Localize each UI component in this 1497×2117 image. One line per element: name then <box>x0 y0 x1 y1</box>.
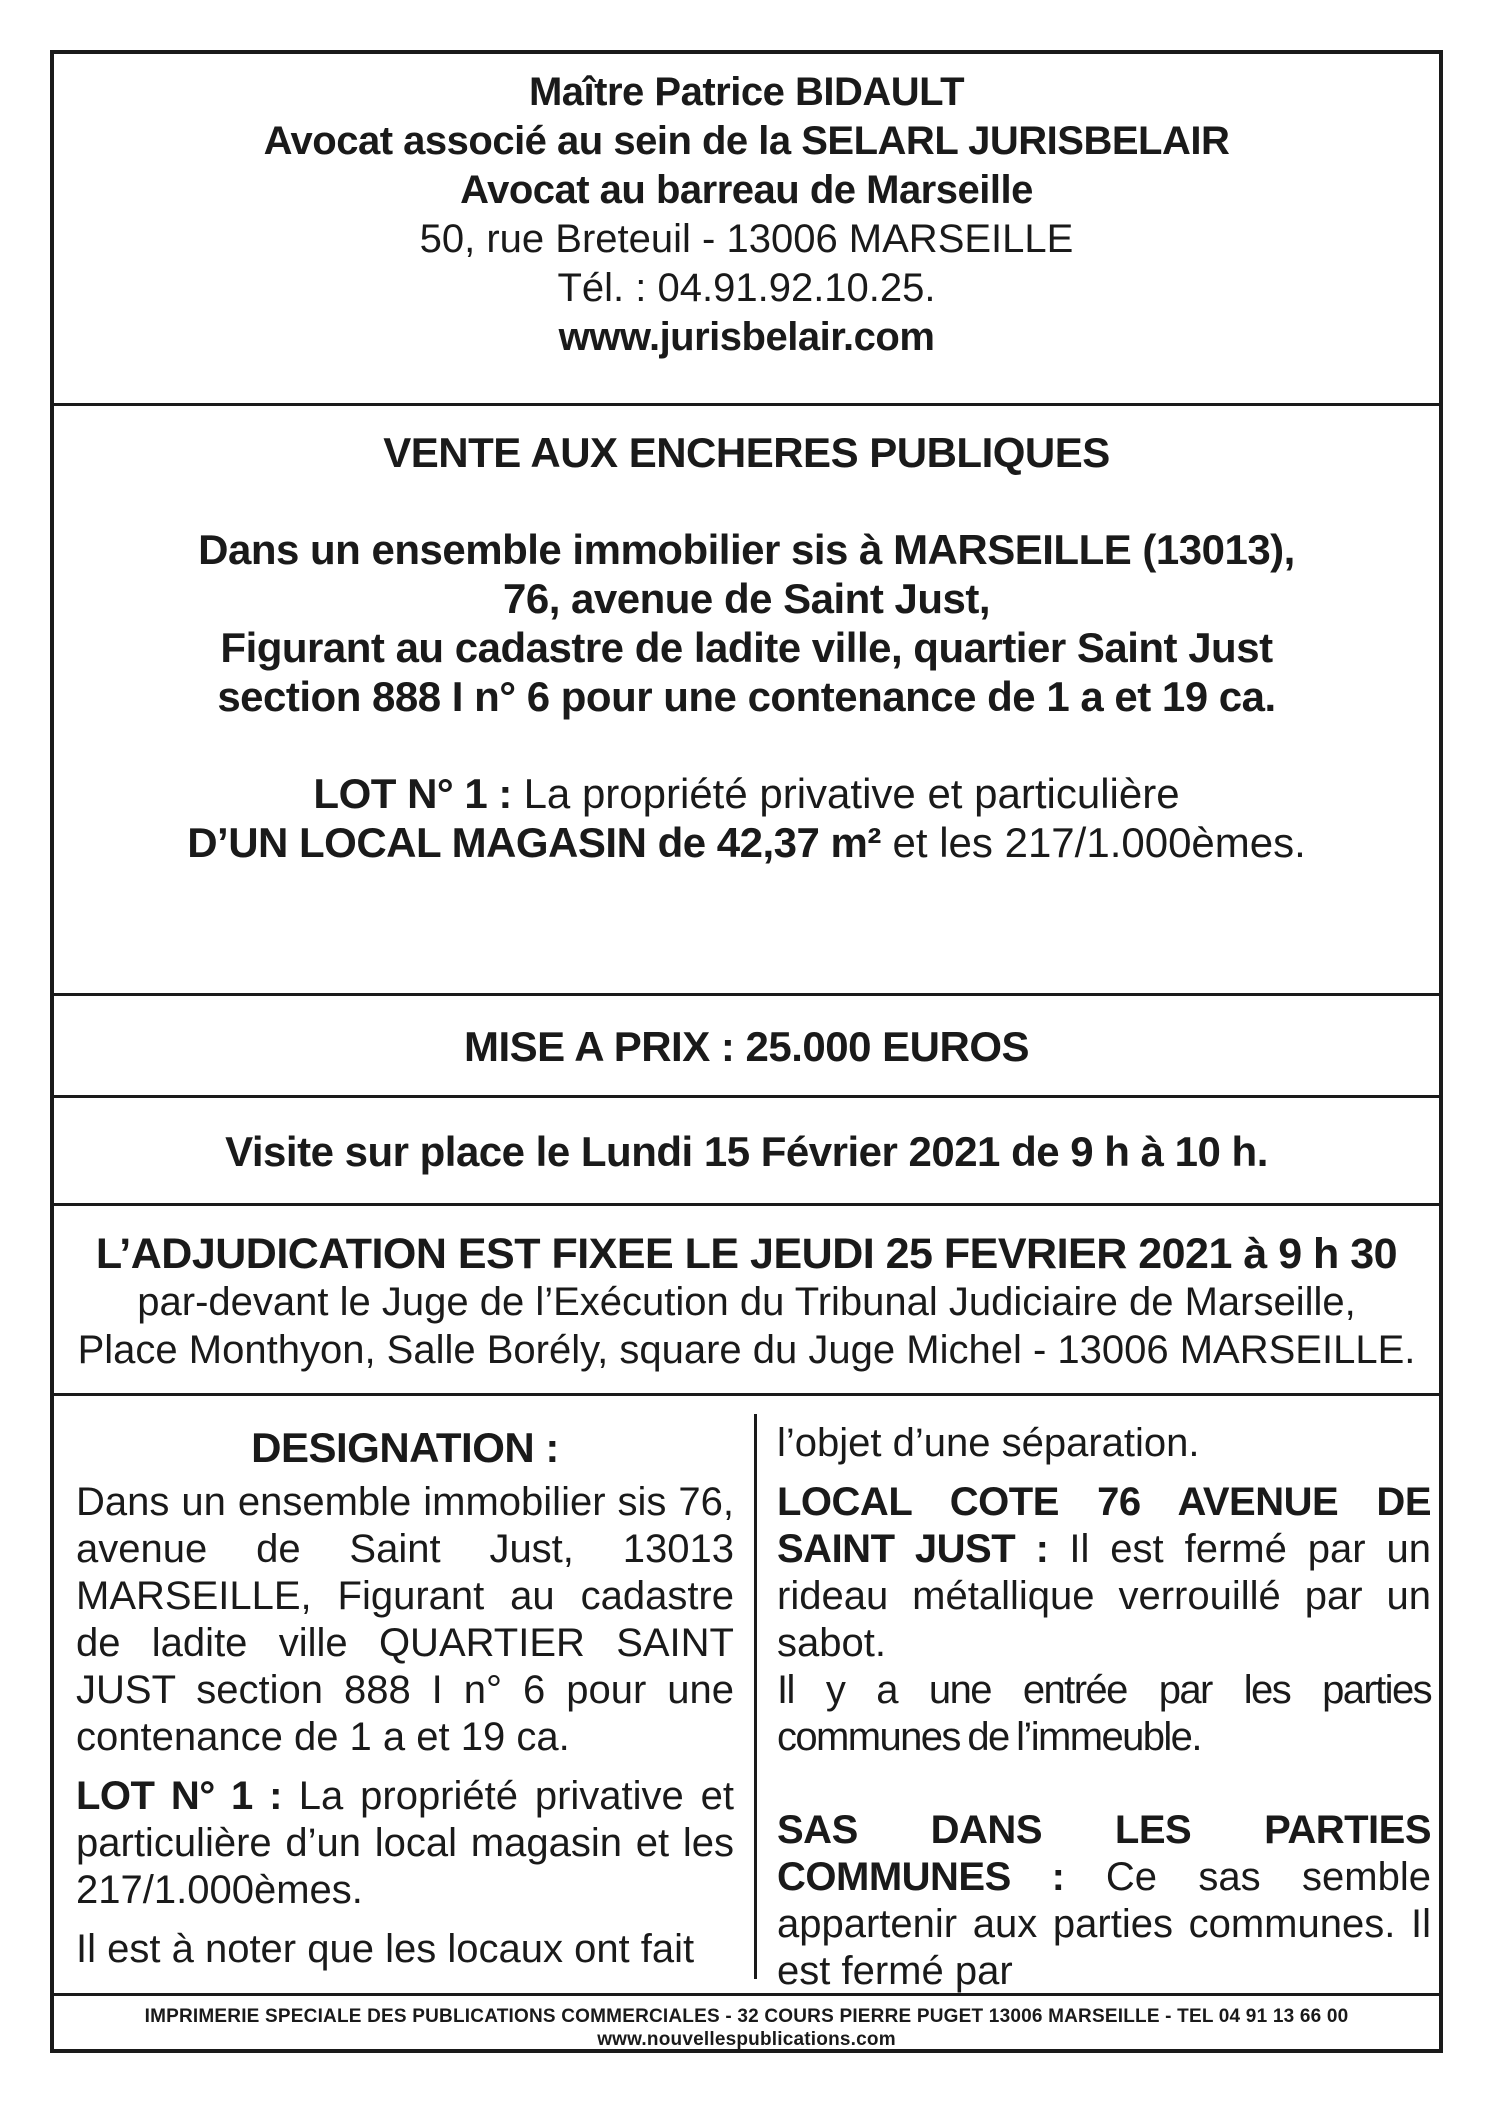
lot-detail <box>54 818 1439 867</box>
sas-text: Ce sas semble appartenir aux parties communes. Il est fermé par <box>777 1855 1431 1993</box>
lot-tail: et les 217/1.000èmes. <box>892 819 1306 866</box>
legal-notice-frame <box>50 50 1443 2053</box>
visit-info: Visite sur place le Lundi 15 Février 2021 de 9 h à 10 h. <box>54 1098 1439 1206</box>
local-cote-text: Il est fermé par un rideau métallique verrouillé par un sabot. <box>777 1527 1431 1665</box>
designation-heading: DESIGNATION : <box>251 1424 559 1471</box>
lot-label: LOT N° 1 : <box>313 770 512 817</box>
designation-columns <box>54 1396 1439 1996</box>
lawyer-website[interactable]: www.jurisbelair.com <box>558 315 935 359</box>
designation-lot-label: LOT N° 1 : <box>76 1774 282 1818</box>
sas-label: SAS DANS LES PARTIES COMMUNES : <box>777 1808 1431 1899</box>
designation-paragraph-1: Dans un ensemble immobilier sis 76, avenue de Saint Just, 13013 MARSEILLE, Figurant au cadastre de ladite ville QUARTIER SAINT JUST section 888 I n° 6 pour une contenance de 1 a et 19 ca. <box>76 1480 734 1759</box>
footer-website[interactable]: www.nouvellespublications.com <box>597 2029 896 2050</box>
sale-line-1: Dans un ensemble immobilier sis à MARSEILLE (13013), <box>198 526 1295 573</box>
printer-footer <box>54 1996 1439 2049</box>
lawyer-bar: Avocat au barreau de Marseille <box>460 168 1033 212</box>
adjudication-title: L’ADJUDICATION EST FIXEE LE JEUDI 25 FEVRIER 2021 à 9 h 30 <box>95 1230 1398 1278</box>
local-cote-label: LOCAL COTE 76 AVENUE DE SAINT JUST : <box>777 1480 1431 1571</box>
lawyer-header <box>54 54 1439 406</box>
designation-left-column <box>76 1396 734 1985</box>
designation-continuation: l’objet d’une séparation. <box>777 1421 1200 1465</box>
designation-right-column <box>777 1396 1431 2007</box>
sale-line-3: Figurant au cadastre de ladite ville, quartier Saint Just <box>220 624 1273 671</box>
sale-line-2: 76, avenue de Saint Just, <box>502 575 991 622</box>
lot-text: La propriété privative et particulière <box>523 770 1180 817</box>
lot-summary <box>54 769 1439 818</box>
lawyer-name: Maître Patrice BIDAULT <box>528 70 964 114</box>
column-divider <box>754 1414 757 1979</box>
adjudication-section <box>54 1206 1439 1396</box>
designation-lot-text: La propriété privative et particulière d’un local magasin et les 217/1.000èmes. <box>76 1774 734 1912</box>
adjudication-line-1: par-devant le Juge de l’Exécution du Tribunal Judiciaire de Marseille, <box>137 1280 1356 1324</box>
footer-line-1: IMPRIMERIE SPECIALE DES PUBLICATIONS COMMERCIALES - 32 COURS PIERRE PUGET 13006 MARSEILLE - TEL 04 91 13 66 00 <box>144 2006 1349 2027</box>
sale-line-4: section 888 I n° 6 pour une contenance de 1 a et 19 ca. <box>217 673 1276 720</box>
designation-lot <box>76 1773 734 1914</box>
sas-paragraph <box>777 1807 1431 1995</box>
sale-section <box>54 406 1439 996</box>
adjudication-line-2: Place Monthyon, Salle Borély, square du Juge Michel - 13006 MARSEILLE. <box>77 1328 1416 1372</box>
lawyer-phone: Tél. : 04.91.92.10.25. <box>557 266 936 310</box>
lot-bold: D’UN LOCAL MAGASIN de 42,37 m² <box>187 819 881 866</box>
local-cote-paragraph <box>777 1479 1431 1667</box>
sale-title: VENTE AUX ENCHERES PUBLIQUES <box>383 429 1110 476</box>
lawyer-address: 50, rue Breteuil - 13006 MARSEILLE <box>419 217 1074 261</box>
entry-paragraph: Il y a une entrée par les parties communes de l’immeuble. <box>777 1668 1431 1759</box>
designation-paragraph-3: Il est à noter que les locaux ont fait <box>76 1927 695 1971</box>
starting-price: MISE A PRIX : 25.000 EUROS <box>54 996 1439 1098</box>
lawyer-role: Avocat associé au sein de la SELARL JURISBELAIR <box>263 119 1230 163</box>
